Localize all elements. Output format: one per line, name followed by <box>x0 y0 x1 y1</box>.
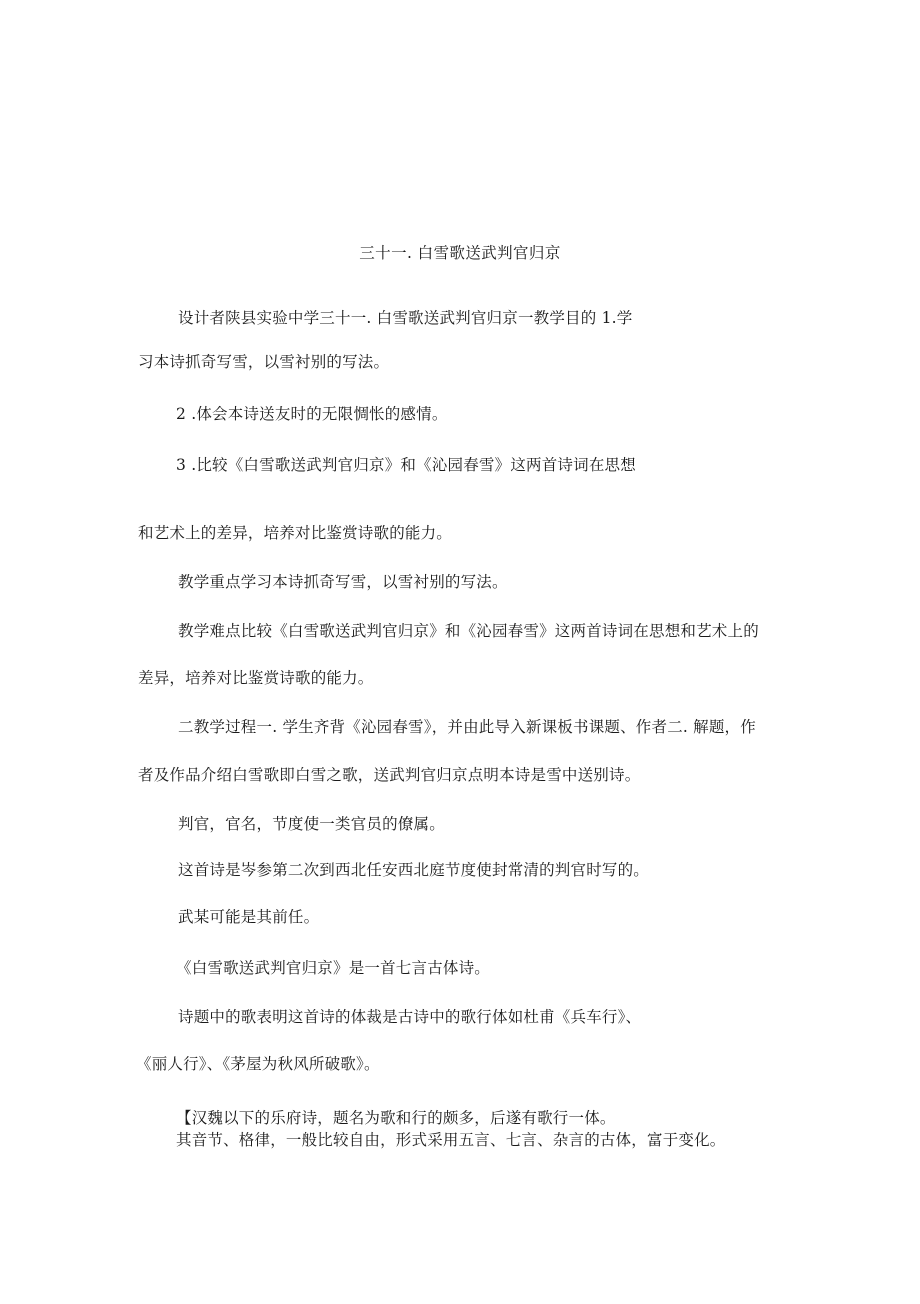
paragraph-line: 其音节、格律，一般比较自由，形式采用五言、七言、杂言的古体，富于变化。 <box>176 1131 726 1149</box>
paragraph-line: 教学难点比较《白雪歌送武判官归京》和《沁园春雪》这两首诗词在思想和艺术上的 <box>178 622 759 640</box>
paragraph-line: 《丽人行》、《茅屋为秋风所破歌》。 <box>136 1055 380 1073</box>
paragraph-line: 设计者陕县实验中学三十一. 白雪歌送武判官归京一教学目的 1.学 <box>178 309 633 327</box>
paragraph-line: 判官，官名，节度使一类官员的僚属。 <box>178 815 445 833</box>
paragraph-line: 【汉魏以下的乐府诗，题名为歌和行的颇多，后遂有歌行一体。 <box>176 1109 616 1127</box>
paragraph-line: 这首诗是岑参第二次到西北任安西北庭节度使封常清的判官时写的。 <box>178 861 650 879</box>
paragraph-line: 者及作品介绍白雪歌即白雪之歌，送武判官归京点明本诗是雪中送别诗。 <box>138 766 641 784</box>
paragraph-line: 《白雪歌送武判官归京》是一首七言古体诗。 <box>176 959 491 977</box>
paragraph-line: 教学重点学习本诗抓奇写雪，以雪衬别的写法。 <box>178 573 508 591</box>
document-title: 三十一. 白雪歌送武判官归京 <box>359 244 561 262</box>
paragraph-line: 习本诗抓奇写雪，以雪衬别的写法。 <box>138 353 390 371</box>
paragraph-line: 和艺术上的差异，培养对比鉴赏诗歌的能力。 <box>138 524 453 542</box>
paragraph-line: 诗题中的歌表明这首诗的体裁是古诗中的歌行体如杜甫《兵车行》、 <box>178 1008 642 1026</box>
paragraph-line: 二教学过程一. 学生齐背《沁园春雪》，并由此导入新课板书课题、作者二. 解题，作 <box>178 718 756 736</box>
paragraph-line: 3 .比较《白雪歌送武判官归京》和《沁园春雪》这两首诗词在思想 <box>176 456 636 474</box>
paragraph-line: 差异，培养对比鉴赏诗歌的能力。 <box>138 669 374 687</box>
paragraph-line: 武某可能是其前任。 <box>178 908 320 926</box>
paragraph-line: 2 .体会本诗送友时的无限惆怅的感情。 <box>176 405 448 423</box>
